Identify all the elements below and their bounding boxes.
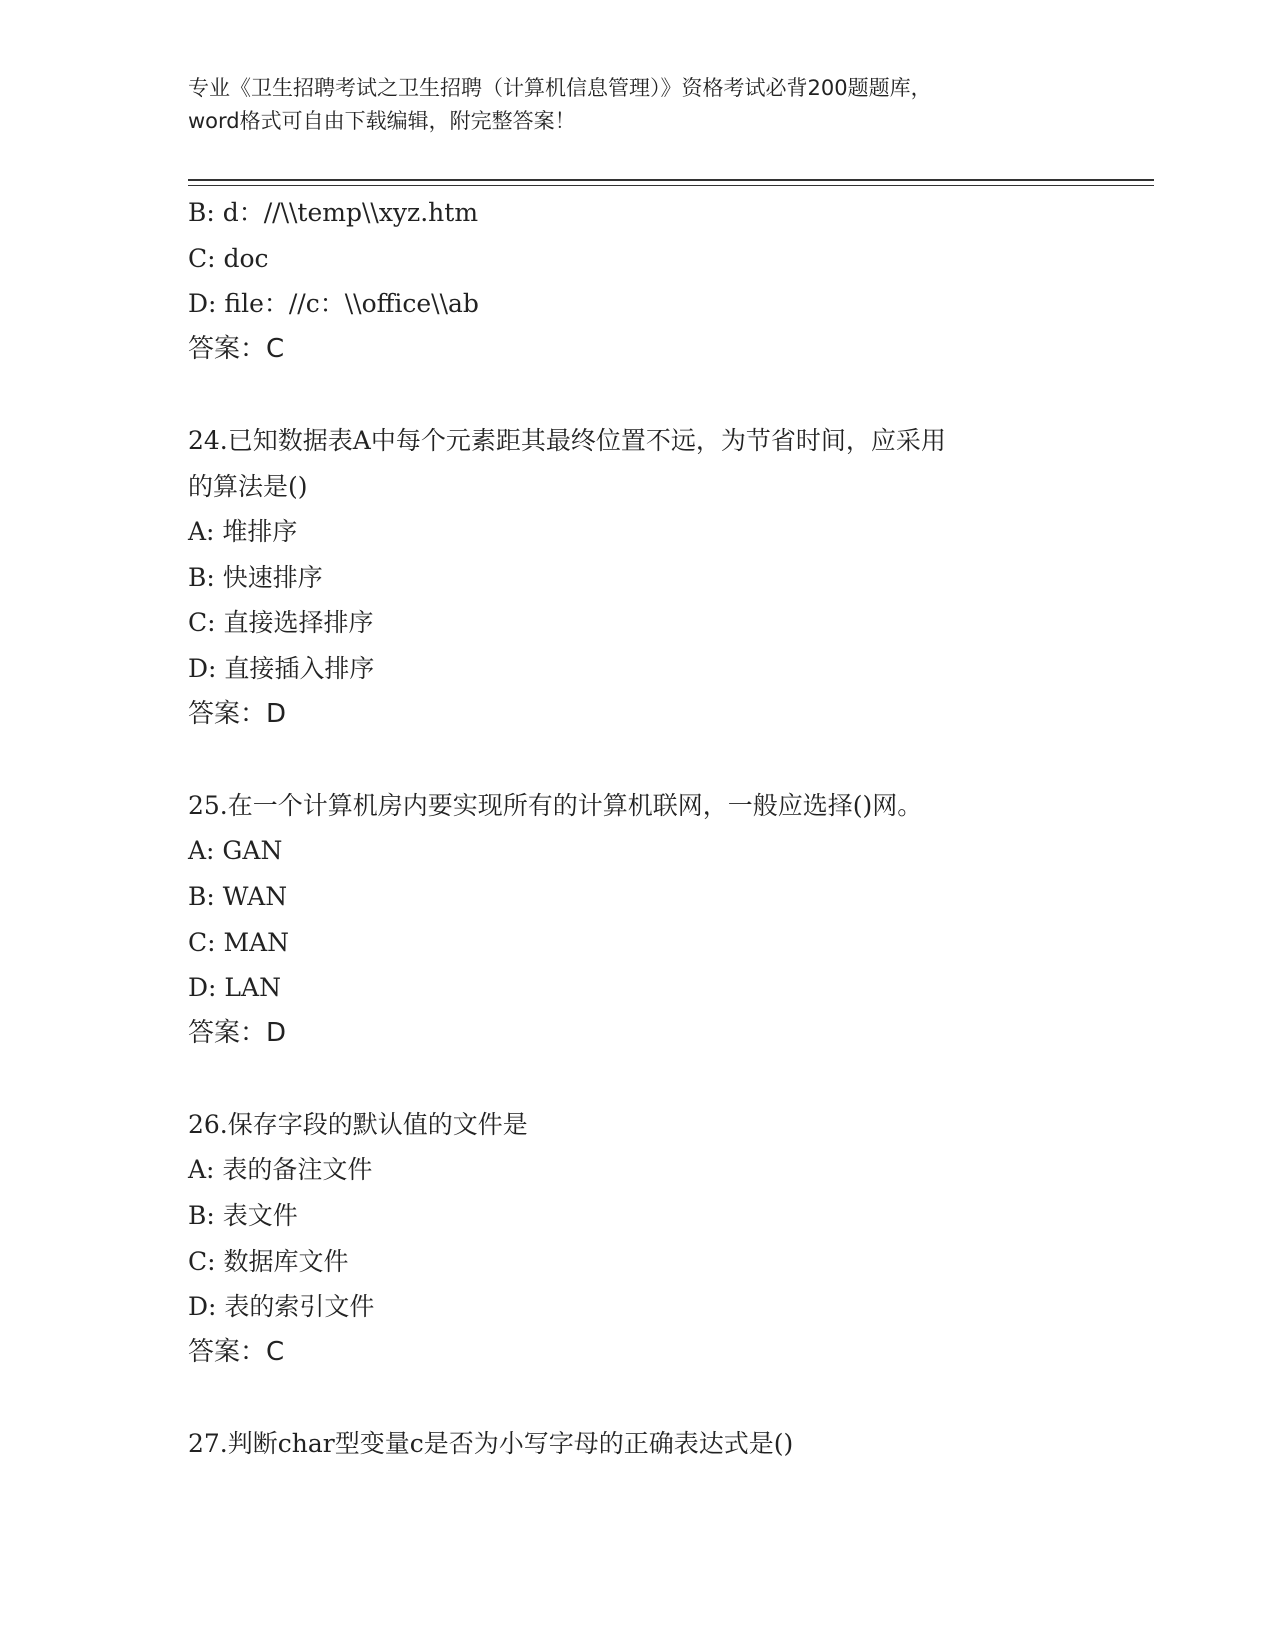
spacer <box>188 1375 1088 1421</box>
question-stem: 25.在一个计算机房内要实现所有的计算机联网，一般应选择()网。 <box>188 790 923 820</box>
option-c: C: 数据库文件 <box>188 1246 349 1276</box>
option-b: B: d：//\\temp\\xyz.htm <box>188 198 479 227</box>
option-b: B: 快速排序 <box>188 562 323 592</box>
option-b: B: WAN <box>188 881 288 911</box>
option-c: C: doc <box>188 243 269 273</box>
option-b: B: 表文件 <box>188 1201 298 1231</box>
option-c: C: 直接选择排序 <box>188 608 374 638</box>
question-block-24 <box>188 418 1088 737</box>
question-list <box>188 190 1088 1467</box>
document-header <box>188 72 1088 138</box>
question-stem-line-2: 的算法是() <box>188 471 308 501</box>
answer-line: 答案：C <box>188 333 285 364</box>
option-c: C: MAN <box>188 927 290 957</box>
option-a: A: 表的备注文件 <box>188 1155 373 1185</box>
option-d: D: LAN <box>188 973 281 1003</box>
answer-line: 答案：D <box>188 1017 287 1048</box>
spacer <box>188 372 1088 418</box>
option-d: D: file：//c：\\office\\ab <box>188 289 479 319</box>
header-rule-thin <box>188 185 1154 186</box>
question-stem: 27.判断char型变量c是否为小写字母的正确表达式是() <box>188 1429 794 1459</box>
question-block-27 <box>188 1421 1088 1467</box>
spacer <box>188 737 1088 783</box>
question-block-25 <box>188 783 1088 1057</box>
spacer <box>188 1056 1088 1102</box>
question-stem: 26.保存字段的默认值的文件是 <box>188 1109 528 1139</box>
header-rule-thick <box>188 179 1154 181</box>
option-d: D: 直接插入排序 <box>188 653 375 683</box>
option-a: A: GAN <box>188 836 283 866</box>
answer-line: 答案：C <box>188 1336 285 1367</box>
answer-line: 答案：D <box>188 698 287 729</box>
question-stem-line-1: 24.已知数据表A中每个元素距其最终位置不远，为节省时间，应采用 <box>188 425 946 455</box>
header-title-line-2: word格式可自由下载编辑，附完整答案！ <box>188 109 576 133</box>
question-block-26 <box>188 1102 1088 1376</box>
header-title-line-1: 专业《卫生招聘考试之卫生招聘（计算机信息管理）》资格考试必背200题题库， <box>188 76 932 100</box>
question-block-23 <box>188 190 1088 372</box>
option-a: A: 堆排序 <box>188 517 298 547</box>
option-d: D: 表的索引文件 <box>188 1292 375 1322</box>
